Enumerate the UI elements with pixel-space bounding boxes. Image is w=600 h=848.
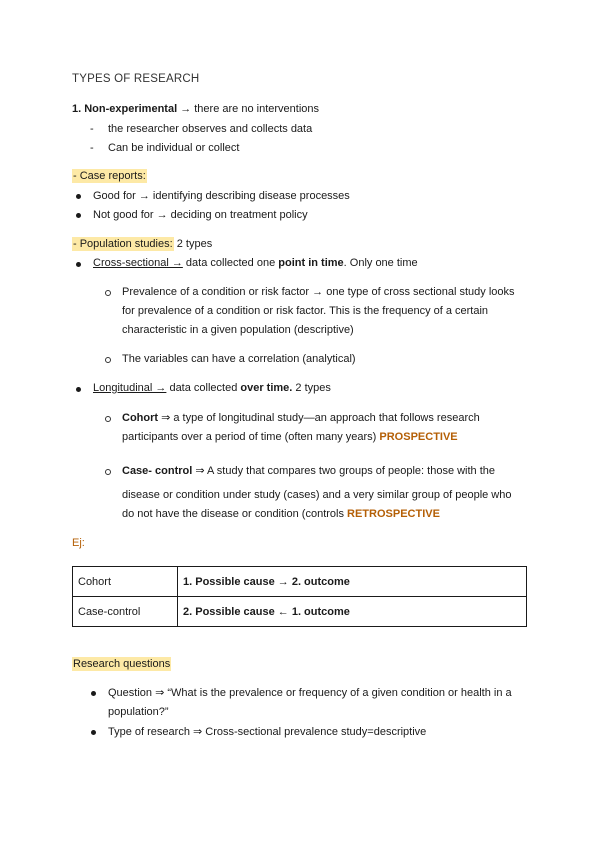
case-control-line3: do not have the disease or condition (controls RETROSPECTIVE — [122, 508, 440, 520]
retrospective-tag: RETROSPECTIVE — [347, 508, 440, 520]
table-cell-name: Cohort — [73, 567, 178, 597]
bullet-icon — [91, 691, 96, 696]
longitudinal-line: Longitudinal → data collected over time. 2 types — [93, 382, 331, 394]
case-control-line2: disease or condition under study (cases) and a very similar group of people who — [122, 489, 512, 501]
question-line2: population?” — [108, 706, 169, 718]
prospective-tag: PROSPECTIVE — [379, 431, 458, 443]
bullet-icon — [91, 730, 96, 735]
bullet-icon — [76, 194, 81, 199]
bullet-icon — [76, 387, 81, 392]
bullet-icon — [76, 213, 81, 218]
population-heading: - Population studies: 2 types — [73, 238, 213, 250]
dash-marker: - — [90, 142, 94, 154]
cross-sub1-line3: characteristic in a given population (descriptive) — [122, 324, 354, 336]
cross-sub1-line2: for prevalence of a condition or risk factor. This is the frequency of a certain — [122, 305, 489, 317]
example-table — [72, 566, 527, 627]
case-control-line1: Case- control ⇒ A study that compares two groups of people: those with the — [122, 465, 496, 477]
bullet-icon — [76, 262, 81, 267]
table-cell-desc: 1. Possible cause → 2. outcome — [178, 567, 527, 597]
cross-sub2: The variables can have a correlation (analytical) — [122, 353, 356, 365]
cross-sectional-line: Cross-sectional → data collected one point in time. Only one time — [93, 257, 418, 269]
nonexp-label: 1. Non-experimental — [72, 103, 178, 115]
sub-bullet-icon — [105, 357, 111, 363]
nonexp-rest: → there are no interventions — [177, 103, 319, 115]
table-cell-desc: 2. Possible cause ← 1. outcome — [178, 597, 527, 627]
case-reports-bullet-2: Not good for → deciding on treatment policy — [93, 209, 308, 221]
case-reports-bullet-1: Good for → identifying describing disease processes — [93, 190, 350, 202]
research-questions-heading: Research questions — [73, 658, 171, 670]
sub-bullet-icon — [105, 469, 111, 475]
nonexp-line — [72, 102, 319, 116]
cross-sub1-line1: Prevalence of a condition or risk factor → one type of cross sectional study looks — [122, 286, 515, 298]
nonexp-dash-1: the researcher observes and collects data — [108, 123, 313, 135]
table-row — [73, 597, 527, 627]
cohort-line1: Cohort ⇒ a type of longitudinal study—an approach that follows research — [122, 412, 480, 424]
longitudinal-label: Longitudinal → — [93, 382, 167, 394]
cross-sectional-label: Cross-sectional → — [93, 257, 183, 269]
dash-marker: - — [90, 123, 94, 135]
type-of-research-line: Type of research ⇒ Cross-sectional prevalence study=descriptive — [108, 726, 427, 738]
sub-bullet-icon — [105, 416, 111, 422]
case-reports-heading: - Case reports: — [73, 170, 146, 182]
page-title: TYPES OF RESEARCH — [72, 73, 200, 85]
question-line1: Question ⇒ “What is the prevalence or frequency of a given condition or health in a — [108, 687, 512, 699]
cohort-line2: participants over a period of time (often many years) PROSPECTIVE — [122, 431, 458, 443]
example-label: Ej: — [72, 537, 85, 549]
nonexp-dash-2: Can be individual or collect — [108, 142, 240, 154]
table-cell-name: Case-control — [73, 597, 178, 627]
table-row — [73, 567, 527, 597]
sub-bullet-icon — [105, 290, 111, 296]
